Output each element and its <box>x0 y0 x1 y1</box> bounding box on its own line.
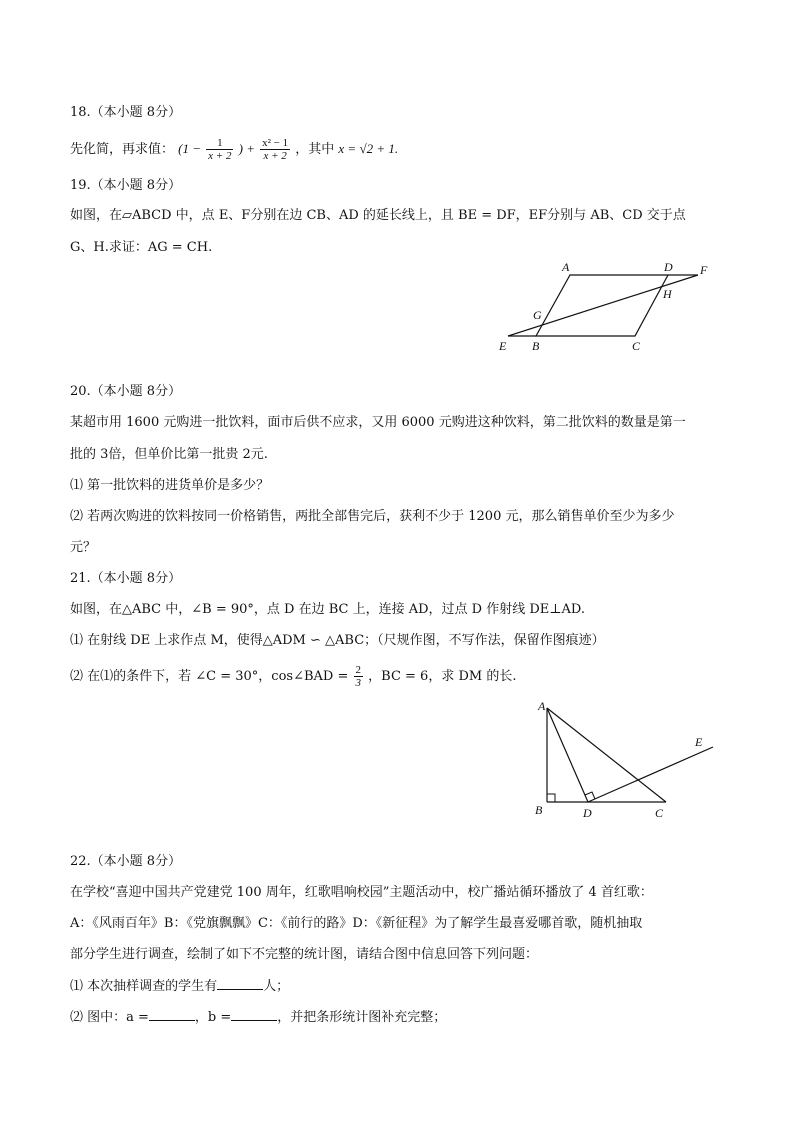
q20-sub-2b: 元？ <box>70 540 97 555</box>
q21-title: 21.（本小题 8分） <box>70 571 182 586</box>
q18-expr-mid: ) + <box>238 141 255 156</box>
q18-fraction-1 <box>206 137 233 162</box>
segment-ef <box>508 275 698 336</box>
answer-blank-students[interactable] <box>217 977 263 990</box>
q20-sub-1: ⑴ 第一批饮料的进货单价是多少？ <box>70 478 270 493</box>
label-c: C <box>655 806 664 820</box>
label-b: B <box>535 803 543 817</box>
q22-sub-2 <box>70 1008 730 1027</box>
label-d: D <box>664 260 673 274</box>
q18-statement <box>70 134 730 165</box>
label-e: E <box>499 339 507 353</box>
label-g: G <box>533 308 542 322</box>
q18-f1-den: x + 2 <box>208 150 232 162</box>
q18-fraction-2 <box>260 137 290 162</box>
label-a: A <box>562 260 570 274</box>
q21-sub-2-b: ，BC = 6，求 DM 的长. <box>368 669 517 684</box>
label-d: D <box>583 806 592 820</box>
q21-triangle-figure <box>528 696 728 826</box>
q21-sub-2 <box>70 662 730 692</box>
q20-line-1: 某超市用 1600 元购进一批饮料，面市后供不应求，又用 6000 元购进这种饮料，第二批饮料的数量是第一 <box>70 415 686 430</box>
q22-sub-1-b: 人； <box>263 979 290 994</box>
q22-sub-2-c: ，并把条形统计图补充完整； <box>277 1010 447 1025</box>
q22-title: 22.（本小题 8分） <box>70 854 182 869</box>
answer-blank-a[interactable] <box>149 1008 195 1021</box>
segment-ac <box>547 708 666 802</box>
q18-f2-den: x + 2 <box>263 150 287 162</box>
label-b: B <box>532 339 540 353</box>
q22-sub-1 <box>70 977 730 996</box>
q21-line-1: 如图，在△ABC 中，∠B = 90°，点 D 在边 BC 上，连接 AD，过点 D 作射线 DE⊥AD. <box>70 602 585 617</box>
q22-sub-1-a: ⑴ 本次抽样调查的学生有 <box>70 979 218 994</box>
q19-title: 19.（本小题 8分） <box>70 178 182 193</box>
right-angle-mark-b <box>547 794 555 802</box>
answer-blank-b[interactable] <box>231 1008 277 1021</box>
q19-line-2: G、H.求证：AG = CH. <box>70 240 213 255</box>
q18-expr-open: (1 − <box>178 141 202 156</box>
label-e: E <box>695 735 703 749</box>
q22-line-1: 在学校“喜迎中国共产党建党 100 周年，红歌唱响校园”主题活动中，校广播站循环播放了 4 首红歌： <box>70 885 653 900</box>
q22-sub-2-b: ，b = <box>194 1010 232 1025</box>
q20-sub-2: ⑵ 若两次购进的饮料按同一价格销售，两批全部售完后，获利不少于 1200 元，那么销售单价至少为多少 <box>70 509 675 524</box>
q21-sub-2-a: ⑵ 在⑴的条件下，若 ∠C = 30°，cos∠BAD = <box>70 669 349 684</box>
label-a: A <box>538 699 546 713</box>
label-f: F <box>700 263 708 277</box>
q18-f2-num: x² − 1 <box>262 137 289 149</box>
q19-line-1: 如图，在▱ABCD 中，点 E、F分别在边 CB、AD 的延长线上，且 BE = DF，EF分别与 AB、CD 交于点 <box>70 208 686 223</box>
q22-line-3: 部分学生进行调查，绘制了如下不完整的统计图，请结合图中信息回答下列问题： <box>70 947 539 962</box>
q21-sub-1: ⑴ 在射线 DE 上求作点 M，使得△ADM ∽ △ABC；（尺规作图，不写作法，保留作图痕迹） <box>70 633 605 648</box>
q18-condition: x = √2 + 1. <box>338 141 399 156</box>
segment-ad <box>547 708 588 802</box>
q22-sub-2-a: ⑵ 图中：a = <box>70 1010 149 1025</box>
q20-line-2: 批的 3倍，但单价比第一批贵 2元. <box>70 447 268 462</box>
q18-title: 18.（本小题 8分） <box>70 105 182 120</box>
q21-frac-den: 3 <box>355 677 362 689</box>
q18-prefix: 先化简，再求值： <box>70 142 175 157</box>
q21-frac-num: 2 <box>355 664 362 676</box>
label-c: C <box>632 339 641 353</box>
q19-parallelogram-figure <box>490 256 730 356</box>
q22-line-2: A：《风雨百年》B：《党旗飘飘》C：《前行的路》D：《新征程》为了解学生最喜爱哪首歌，随机抽取 <box>70 916 643 931</box>
label-h: H <box>663 287 672 301</box>
q21-fraction <box>354 664 364 689</box>
q20-title: 20.（本小题 8分） <box>70 384 182 399</box>
q18-suffix: ，其中 <box>295 142 339 157</box>
q18-f1-num: 1 <box>206 137 233 150</box>
